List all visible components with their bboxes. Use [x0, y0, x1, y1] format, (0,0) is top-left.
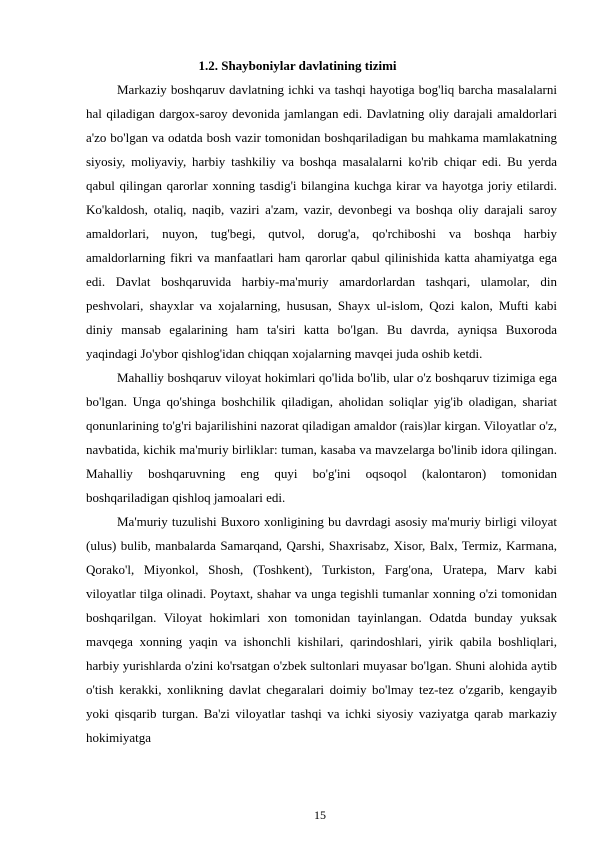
section-title: 1.2. Shayboniylar davlatining tizimi: [198, 58, 397, 73]
page-number: 15: [314, 808, 326, 822]
paragraph-central-administration: Markaziy boshqaruv davlatning ichki va tashqi hayotiga bog'liq barcha masalalarni hal qiladigan dargox-saroy devonida jamlangan edi. Davlatning oliy darajali amaldorlari a'zo bo'lgan va odatda bosh vazir tomonidan boshqariladigan bu mahkama mamlakatning siyosiy, moliyaviy, harbiy tashkiliy va boshqa masalalarni ko'rib chiqar edi. Bu yerda qabul qilingan qarorlar xonning tasdig'i bilangina kuchga kirar va hayotga joriy etilardi. Ko'kaldosh, otaliq, naqib, vaziri a'zam, vazir, devonbegi va boshqa oliy darajali saroy amaldorlari, nuyon, tug'begi, qutvol, dorug'a, qo'rchiboshi va boshqa harbiy amaldorlarning fikri va manfaatlari ham qarorlar qabul qilinishida katta ahamiyatga ega edi. Davlat boshqaruvida harbiy-ma'muriy amardorlardan tashqari, ulamolar, din peshvolari, shayxlar va xojalarning, hususan, Shayx ul-islom, Qozi kalon, Mufti kabi diniy mansab egalarining ham ta'siri katta bo'lgan. Bu davrda, ayniqsa Buxoroda yaqindagi Jo'ybor qishlog'idan chiqqan xojalarning mavqei juda oshib ketdi.: [86, 82, 557, 361]
paragraph-administrative-structure: Ma'muriy tuzulishi Buxoro xonligining bu davrdagi asosiy ma'muriy birligi viloyat (ulus) bulib, manbalarda Samarqand, Qarshi, Shaxrisabz, Xisor, Balx, Termiz, Karmana, Qorako'l, Miyonkol, Shosh, (Toshkent), Turkiston, Farg'ona, Uratepa, Marv kabi viloyatlar tilga olinadi. Poytaxt, shahar va unga tegishli tumanlar xonning o'zi tomonidan boshqarilgan. Viloyat hokimlari xon tomonidan tayinlangan. Odatda bunday yuksak mavqega xonning yaqin va ishonchli kishilari, qarindoshlari, yirik qabila boshliqlari, harbiy yurishlarda o'zini ko'rsatgan o'zbek sultonlari muyasar bo'lgan. Shuni alohida aytib o'tish kerakki, xonlikning davlat chegaralari doimiy bo'lmay tez-tez o'zgarib, kengayib yoki qisqarib turgan. Ba'zi viloyatlar tashqi va ichki siyosiy vaziyatga qarab markaziy hokimiyatga: [86, 514, 557, 745]
body-text: [86, 78, 557, 750]
paragraph-local-administration: Mahalliy boshqaruv viloyat hokimlari qo'lida bo'lib, ular o'z boshqaruv tizimiga ega bo'lgan. Unga qo'shinga boshchilik qiladigan, aholidan soliqlar yig'ib oladigan, shariat qonunlarining to'g'ri bajarilishini nazorat qiladigan amaldor (rais)lar kirgan. Viloyatlar o'z, navbatida, kichik ma'muriy birliklar: tuman, kasaba va mavzelarga bo'linib idora qilingan. Mahalliy boshqaruvning eng quyi bo'g'ini oqsoqol (kalontaron) tomonidan boshqariladigan qishloq jamoalari edi.: [86, 370, 557, 505]
